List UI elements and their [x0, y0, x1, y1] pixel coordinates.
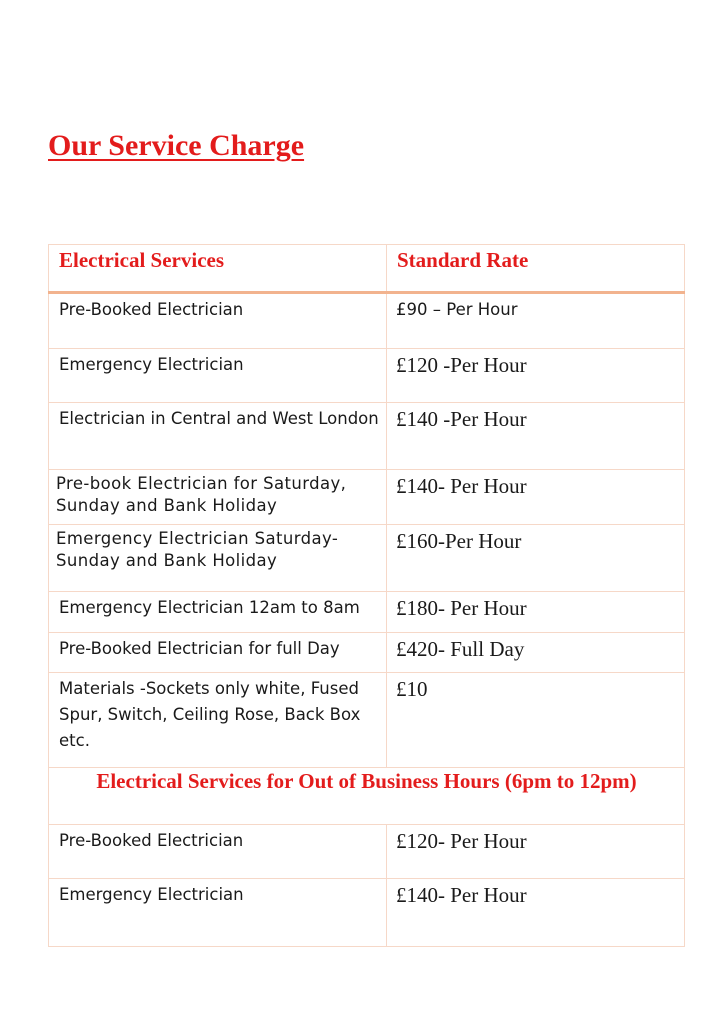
service-cell: Pre-book Electrician for Saturday, Sunday and Bank Holiday	[49, 470, 387, 525]
table-row	[49, 293, 685, 349]
service-cell: Electrician in Central and West London	[49, 403, 387, 470]
table-row	[49, 673, 685, 768]
rate-cell: £420- Full Day	[387, 633, 685, 673]
rate-cell: £180- Per Hour	[387, 592, 685, 633]
service-cell: Emergency Electrician	[49, 879, 387, 947]
table-row	[49, 525, 685, 592]
table-row	[49, 349, 685, 403]
header-services: Electrical Services	[49, 245, 387, 293]
rate-cell: £120- Per Hour	[387, 825, 685, 879]
rate-cell: £140- Per Hour	[387, 470, 685, 525]
service-cell: Pre-Booked Electrician for full Day	[49, 633, 387, 673]
page-title: Our Service Charge	[48, 129, 305, 162]
rate-cell: £140- Per Hour	[387, 879, 685, 947]
table-row	[49, 592, 685, 633]
rate-cell: £140 -Per Hour	[387, 403, 685, 470]
section-heading: Electrical Services for Out of Business Hours (6pm to 12pm)	[49, 768, 685, 825]
rate-cell: £10	[387, 673, 685, 768]
table-header-row	[49, 245, 685, 293]
table-row	[49, 470, 685, 525]
service-cell: Emergency Electrician Saturday-Sunday and Bank Holiday	[49, 525, 387, 592]
service-cell: Pre-Booked Electrician	[49, 293, 387, 349]
service-cell: Pre-Booked Electrician	[49, 825, 387, 879]
rate-cell: £90 – Per Hour	[387, 293, 685, 349]
header-standard-rate: Standard Rate	[387, 245, 685, 293]
rate-cell: £160-Per Hour	[387, 525, 685, 592]
table-row	[49, 633, 685, 673]
service-charge-table	[48, 244, 685, 947]
rate-cell: £120 -Per Hour	[387, 349, 685, 403]
service-cell: Emergency Electrician 12am to 8am	[49, 592, 387, 633]
section-heading-row	[49, 768, 685, 825]
table-row	[49, 403, 685, 470]
service-cell: Emergency Electrician	[49, 349, 387, 403]
table-row	[49, 879, 685, 947]
table-row	[49, 825, 685, 879]
service-cell: Materials -Sockets only white, Fused Spur, Switch, Ceiling Rose, Back Box etc.	[49, 673, 387, 768]
